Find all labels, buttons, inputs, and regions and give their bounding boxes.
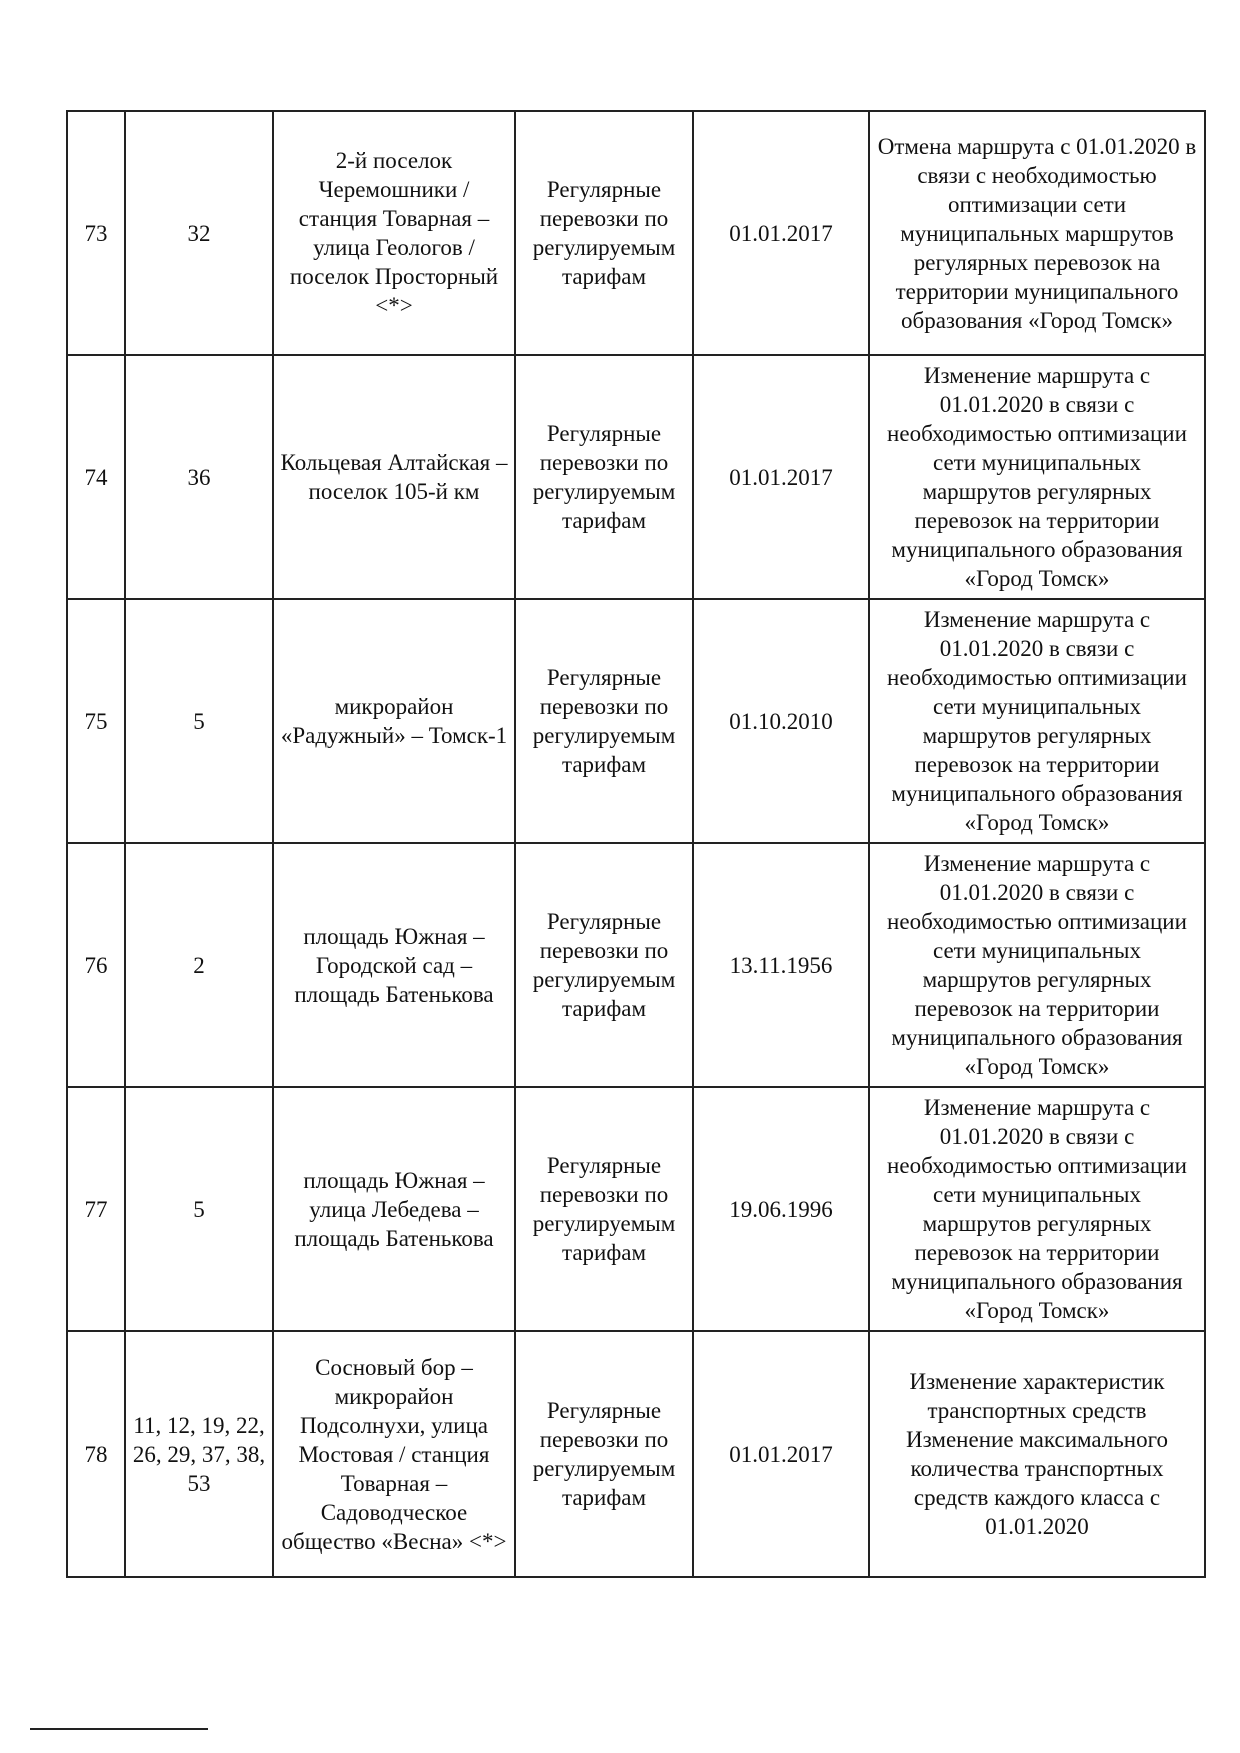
change-description: Изменение маршрута с 01.01.2020 в связи с необходимостью оптимизации сети муниципальных маршрутов регулярных перевозок на территории муниципального образования «Город Томск» [869,1087,1205,1331]
routes-table [66,110,1206,1578]
route-number: 5 [125,1087,273,1331]
row-number: 78 [67,1331,125,1577]
table-row [67,843,1205,1087]
row-number: 74 [67,355,125,599]
start-date: 19.06.1996 [693,1087,869,1331]
table-row [67,1331,1205,1577]
route-name: микрорайон «Радужный» – Томск-1 [273,599,515,843]
transport-type: Регулярные перевозки по регулируемым тарифам [515,599,693,843]
start-date: 01.01.2017 [693,111,869,355]
change-description: Изменение маршрута с 01.01.2020 в связи с необходимостью оптимизации сети муниципальных маршрутов регулярных перевозок на территории муниципального образования «Город Томск» [869,599,1205,843]
start-date: 01.01.2017 [693,1331,869,1577]
footnote-divider [30,1728,208,1730]
route-name: 2-й поселок Черемошники / станция Товарная – улица Геологов / поселок Просторный <*> [273,111,515,355]
route-number: 32 [125,111,273,355]
row-number: 75 [67,599,125,843]
transport-type: Регулярные перевозки по регулируемым тарифам [515,1331,693,1577]
transport-type: Регулярные перевозки по регулируемым тарифам [515,111,693,355]
route-number: 36 [125,355,273,599]
change-description: Изменение маршрута с 01.01.2020 в связи с необходимостью оптимизации сети муниципальных маршрутов регулярных перевозок на территории муниципального образования «Город Томск» [869,355,1205,599]
start-date: 01.10.2010 [693,599,869,843]
route-number: 11, 12, 19, 22, 26, 29, 37, 38, 53 [125,1331,273,1577]
table-row [67,1087,1205,1331]
row-number: 77 [67,1087,125,1331]
transport-type: Регулярные перевозки по регулируемым тарифам [515,355,693,599]
route-name: площадь Южная – Городской сад – площадь Батенькова [273,843,515,1087]
table-row [67,599,1205,843]
row-number: 73 [67,111,125,355]
route-number: 5 [125,599,273,843]
route-name: площадь Южная – улица Лебедева – площадь Батенькова [273,1087,515,1331]
change-description: Отмена маршрута с 01.01.2020 в связи с необходимостью оптимизации сети муниципальных маршрутов регулярных перевозок на территории муниципального образования «Город Томск» [869,111,1205,355]
route-name: Сосновый бор – микрорайон Подсолнухи, улица Мостовая / станция Товарная – Садоводческое общество «Весна» <*> [273,1331,515,1577]
start-date: 13.11.1956 [693,843,869,1087]
table-row [67,111,1205,355]
route-number: 2 [125,843,273,1087]
change-description: Изменение характеристик транспортных средств Изменение максимального количества транспортных средств каждого класса с 01.01.2020 [869,1331,1205,1577]
start-date: 01.01.2017 [693,355,869,599]
row-number: 76 [67,843,125,1087]
transport-type: Регулярные перевозки по регулируемым тарифам [515,843,693,1087]
transport-type: Регулярные перевозки по регулируемым тарифам [515,1087,693,1331]
table-row [67,355,1205,599]
route-name: Кольцевая Алтайская – поселок 105-й км [273,355,515,599]
change-description: Изменение маршрута с 01.01.2020 в связи с необходимостью оптимизации сети муниципальных маршрутов регулярных перевозок на территории муниципального образования «Город Томск» [869,843,1205,1087]
